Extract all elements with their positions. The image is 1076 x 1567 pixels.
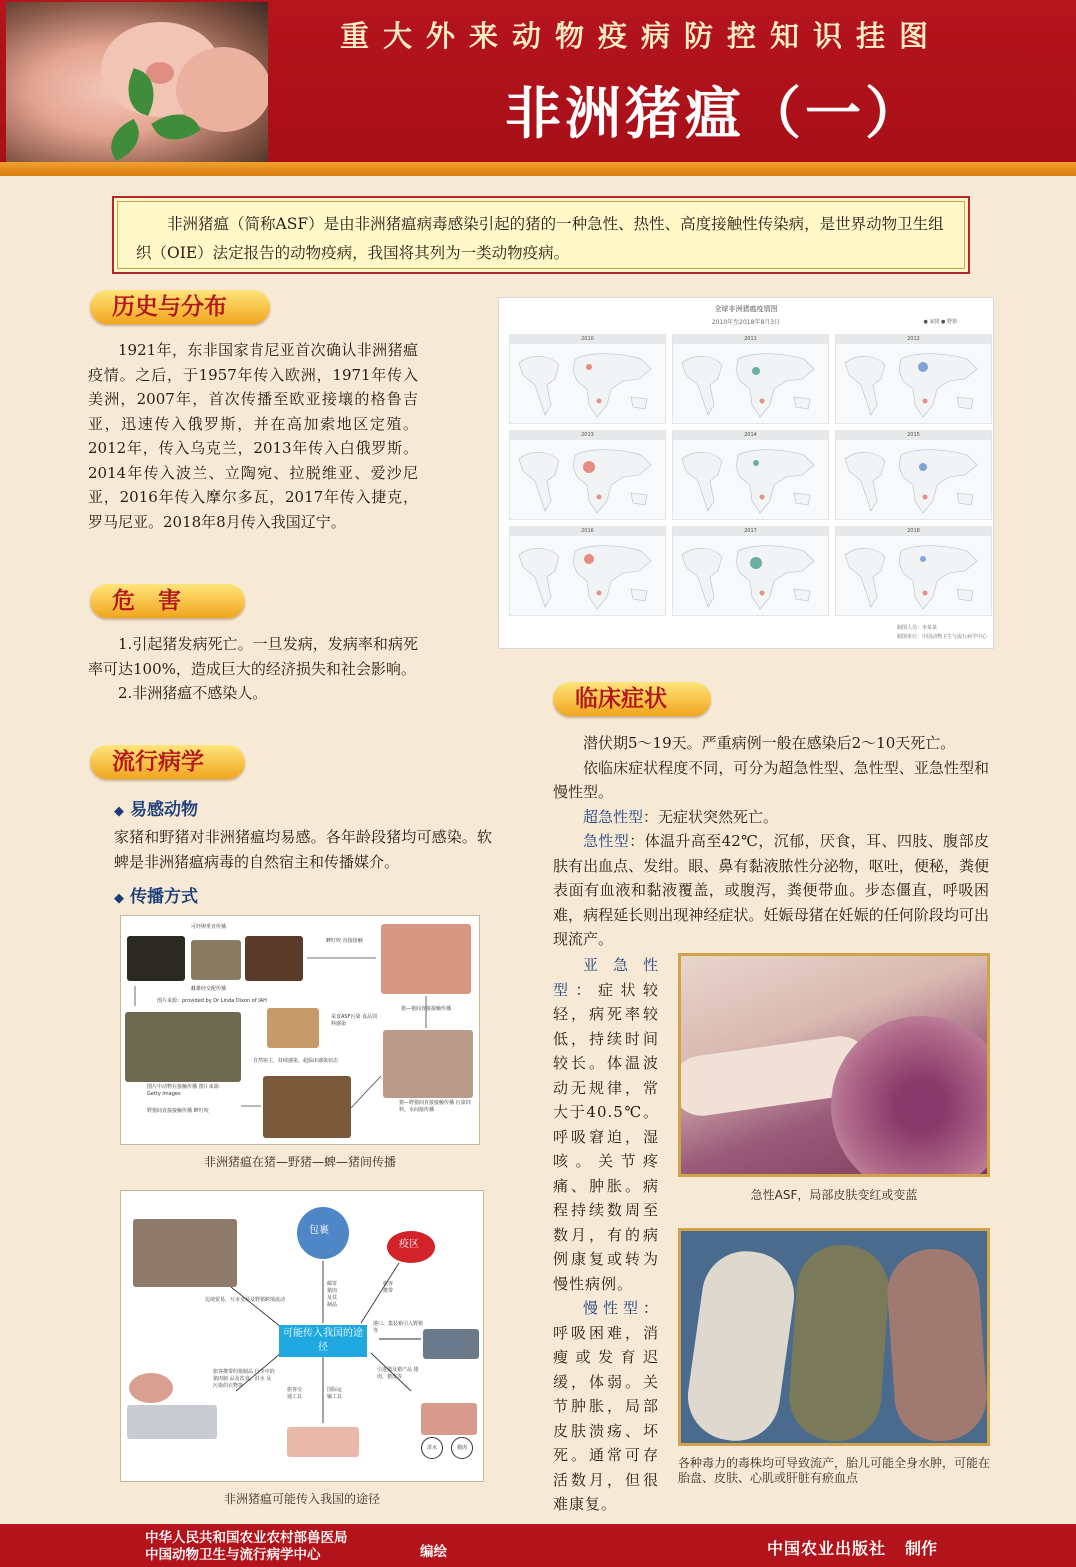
acute-text: ：体温升高至42℃，沉郁，厌食，耳、四肢、腹部皮肤有出血点、发绀。眼、鼻有黏液脓性分泌物，呕吐，便秘，粪便表面有血液和黏液覆盖，或腹泻，粪便带血。步态僵直，呼吸困难，病程延长则出现神经症状。妊娠母猪在妊娠的任何阶段均可出现流产。 — [553, 832, 989, 948]
pork-badge: 猪肉 — [451, 1437, 473, 1459]
clinical-acute — [553, 829, 989, 952]
fig1-label: 图片中动物在接触传播 图片来源：Getty images — [147, 1084, 224, 1097]
world-map-outline — [674, 537, 829, 615]
outbreak-marker — [923, 495, 928, 500]
pork-photo — [287, 1427, 359, 1457]
ham-photo — [129, 1373, 173, 1403]
fig1-label: 蜱叮咬 直接接触 — [326, 938, 363, 944]
entry-routes-center: 可能传入我国的途径 — [279, 1325, 367, 1357]
photo1-caption: 急性ASF，局部皮肤变红或变蓝 — [750, 1188, 918, 1202]
fig2-label: 旅客携带的猪制品 行李中的猪肉制 品及饮食，泔水 及污染的衣物等 — [213, 1369, 275, 1389]
intro-box: 非洲猪瘟（简称ASF）是由非洲猪瘟病毒感染引起的猪的一种急性、热性、高度接触性传染病，是世界动物卫生组织（OIE）法定报告的动物疫病，我国将其列为一类动物疫病。 — [112, 196, 970, 274]
map-credit — [897, 624, 987, 642]
harm-text — [88, 632, 418, 706]
harm-item-1: 1.引起猪发病死亡。一旦发病，发病率和病死率可达100%，造成巨大的经济损失和社会影响。 — [88, 635, 418, 678]
map-cell-2013 — [509, 430, 666, 520]
fig2-caption: 非洲猪瘟可能传入我国的途径 — [223, 1492, 380, 1506]
map-year-label: 2013 — [510, 431, 665, 440]
clinical-peracute — [553, 805, 989, 830]
swill-badge: 泔水 — [421, 1437, 443, 1459]
ship-photo — [423, 1329, 479, 1359]
fig1-arrows — [121, 916, 481, 1146]
outbreak-marker — [583, 461, 595, 473]
aborted-fetus-photo — [678, 1228, 990, 1446]
world-map-outline — [511, 441, 666, 519]
pig-photo — [421, 1403, 477, 1435]
map-cell-2015 — [835, 430, 992, 520]
clinical-incubation: 潜伏期5～19天。严重病例一般在感染后2～10天死亡。 — [583, 734, 956, 752]
map-title: 全球非洲猪瘟疫情图 — [714, 305, 778, 313]
fig2-label: 边境贸易，互市交易及野猪跨境流动 — [205, 1297, 286, 1303]
world-map-outline — [674, 345, 829, 423]
acute-asf-photo — [678, 953, 990, 1177]
poster-header — [0, 0, 1076, 168]
map-credit-unit: 制图单位：中国动物卫生与流行病学中心 — [896, 634, 987, 640]
outbreak-marker — [919, 463, 927, 471]
map-year-label: 2015 — [836, 431, 991, 440]
fig2-label: 旅客交通工具 — [287, 1387, 303, 1400]
map-legend: ● 家猪 ● 野猪 — [923, 319, 957, 325]
map-cell-2012 — [835, 334, 992, 424]
chronic-label: 慢性型 — [583, 1299, 643, 1317]
diamond-icon: ◆ — [114, 891, 124, 906]
map-year-label: 2011 — [673, 335, 828, 344]
map-subtitle: 2010年至2018年8月3日 — [711, 319, 781, 326]
map-year-label: 2018 — [836, 527, 991, 536]
footer-made: 制作 — [905, 1539, 938, 1558]
world-map-outline — [674, 441, 829, 519]
epidemiology-heading: 流行病学 — [90, 745, 245, 779]
outbreak-marker — [753, 460, 759, 466]
acute-label: 急性型 — [583, 832, 630, 850]
entry-routes-figure — [120, 1190, 484, 1482]
footer-organizations — [145, 1530, 348, 1564]
fetus-shape — [682, 1246, 800, 1446]
map-year-label: 2016 — [510, 527, 665, 536]
footer-compile: 编绘 — [420, 1544, 447, 1560]
history-heading: 历史与分布 — [90, 290, 270, 324]
chronic-text: ：呼吸困难，消瘦或发育迟缓，体弱。关节肿胀，局部皮肤溃疡、坏死。通常可存活数月，但很难康复。 — [553, 1299, 659, 1513]
fig1-label: 猪—猪间直接接触传播 — [401, 1006, 452, 1012]
map-year-label: 2010 — [510, 335, 665, 344]
poster-footer — [0, 1524, 1076, 1567]
diamond-icon: ◆ — [114, 804, 124, 819]
fig1-label: 可经卵垂直传播 — [191, 924, 227, 930]
fetus-shape — [884, 1246, 989, 1444]
fetus-shape — [786, 1242, 891, 1444]
outbreak-marker — [760, 399, 765, 404]
fig1-label: 图片来源：provided by Dr Linda Dixon of IAH — [157, 998, 267, 1004]
outbreak-marker — [920, 556, 926, 562]
fig2-label: 邮寄猪肉及其制品 — [327, 1281, 338, 1308]
header-band — [0, 162, 1076, 176]
harm-heading: 危 害 — [90, 584, 245, 618]
fig1-label: 自然宿主，持续感染，超临床感染状态 — [253, 1058, 339, 1064]
susceptible-animals-text: 家猪和野猪对非洲猪瘟均易感。各年龄段猪均可感染。软蜱是非洲猪瘟病毒的自然宿主和传播媒介。 — [114, 828, 492, 871]
harm-item-2: 2.非洲猪瘟不感染人。 — [118, 684, 268, 702]
epizone-label: 疫区 — [399, 1239, 419, 1250]
subacute-text: ：症状较轻，病死率较低，持续时间较长。体温波动无规律，常大于40.5℃。呼吸窘迫，湿咳。关节疼痛、肿胀。病程持续数周至数月，有的病例康复或转为慢性病例。 — [553, 980, 659, 1293]
map-credit-author: 制图人员：李某某 — [896, 625, 937, 631]
world-map-outline — [837, 537, 992, 615]
map-year-label: 2017 — [673, 527, 828, 536]
map-cell-2011 — [672, 334, 829, 424]
map-cell-2016 — [509, 526, 666, 616]
fig1-label: 猪—野猪间直接接触传播 污染饲料，水间接传播 — [399, 1100, 471, 1113]
outbreak-marker — [584, 554, 594, 564]
world-map-outline — [837, 441, 992, 519]
clinical-chronic — [553, 1296, 659, 1517]
outbreak-marker — [760, 591, 765, 596]
history-paragraph: 1921年，东非国家肯尼亚首次确认非洲猪瘟疫情。之后，于1957年传入欧洲，1971年传入美洲，2007年，首次传播至欧亚接壤的格鲁吉亚，迅速传入俄罗斯，并在高加索地区定殖。2012年，传入乌克兰，2013年传入白俄罗斯。2014年传入波兰、立陶宛、拉脱维亚、爱沙尼亚，2016年传入摩尔多瓦，2017年传入捷克，罗马尼亚。2018年8月传入我国辽宁。 — [88, 341, 418, 531]
world-map-outline — [837, 345, 992, 423]
poster-subtitle: 重大外来动物疫病防控知识挂图 — [340, 19, 943, 53]
fig1-caption: 非洲猪瘟在猪—野猪—蜱—猪间传播 — [203, 1155, 396, 1169]
fig1-label: 雌雄经交配传播 — [191, 986, 227, 992]
outbreak-marker — [918, 362, 928, 372]
plane-photo — [127, 1405, 217, 1439]
clinical-types: 依临床症状程度不同，可分为超急性型、急性型、亚急性型和慢性型。 — [553, 758, 989, 801]
fig2-label: 旅客携带 — [383, 1281, 394, 1294]
outbreak-marker — [752, 367, 760, 375]
parcel-label: 包裹 — [309, 1225, 329, 1236]
outbreak-marker — [597, 591, 602, 596]
transmission-heading — [114, 882, 198, 907]
map-year-label: 2014 — [673, 431, 828, 440]
map-year-label: 2012 — [836, 335, 991, 344]
outbreak-marker — [597, 495, 602, 500]
outbreak-marker — [760, 495, 765, 500]
peracute-text: ：无症状突然死亡。 — [643, 807, 779, 826]
map-cell-2018 — [835, 526, 992, 616]
susceptible-animals-label: 易感动物 — [130, 800, 198, 820]
fig2-label: 港口、集装箱引入野猪等 — [373, 1321, 424, 1334]
clinical-heading: 临床症状 — [553, 682, 711, 716]
outbreak-marker — [586, 364, 592, 370]
subacute-label: 亚急性型 — [553, 956, 659, 999]
outbreak-marker — [923, 399, 928, 404]
world-map-outline — [511, 345, 666, 423]
asf-world-map-panel — [498, 297, 994, 649]
clinical-text-top — [553, 731, 989, 952]
outbreak-marker — [597, 399, 602, 404]
outbreak-marker — [750, 557, 762, 569]
transmission-label: 传播方式 — [130, 887, 198, 907]
fig1-label: 野猪间直接接触传播 蜱叮咬 — [147, 1108, 209, 1114]
world-map-outline — [511, 537, 666, 615]
fig1-label: 采食ASF污染 食品饲料感染 — [331, 1014, 378, 1027]
map-cell-2010 — [509, 334, 666, 424]
fig2-label: 引进猪及猪产品 猪肉、猪皮等 — [377, 1367, 419, 1380]
footer-publisher: 中国农业出版社 — [767, 1539, 887, 1558]
history-text — [88, 338, 418, 534]
leaf-shape — [102, 119, 147, 161]
susceptible-animals-heading — [114, 795, 198, 820]
transmission-cycle-figure — [120, 915, 480, 1145]
fig2-label: 国际运输工具 — [327, 1387, 343, 1400]
clinical-subacute — [553, 953, 659, 1296]
peracute-label: 超急性型 — [583, 807, 644, 826]
photo2-caption: 各种毒力的毒株均可导致流产，胎儿可能全身水肿，可能在胎盘、皮肤、心肌或肝脏有瘀血点 — [678, 1456, 991, 1485]
poster-title: 非洲猪瘟（一） — [505, 81, 925, 147]
footer-org-2: 中国动物卫生与流行病学中心 — [145, 1547, 321, 1563]
outbreak-marker — [923, 591, 928, 596]
clinical-text-left — [553, 953, 659, 1517]
map-cell-2014 — [672, 430, 829, 520]
footer-org-1: 中华人民共和国农业农村部兽医局 — [145, 1530, 348, 1546]
map-cell-2017 — [672, 526, 829, 616]
piglets-photo — [6, 2, 268, 162]
